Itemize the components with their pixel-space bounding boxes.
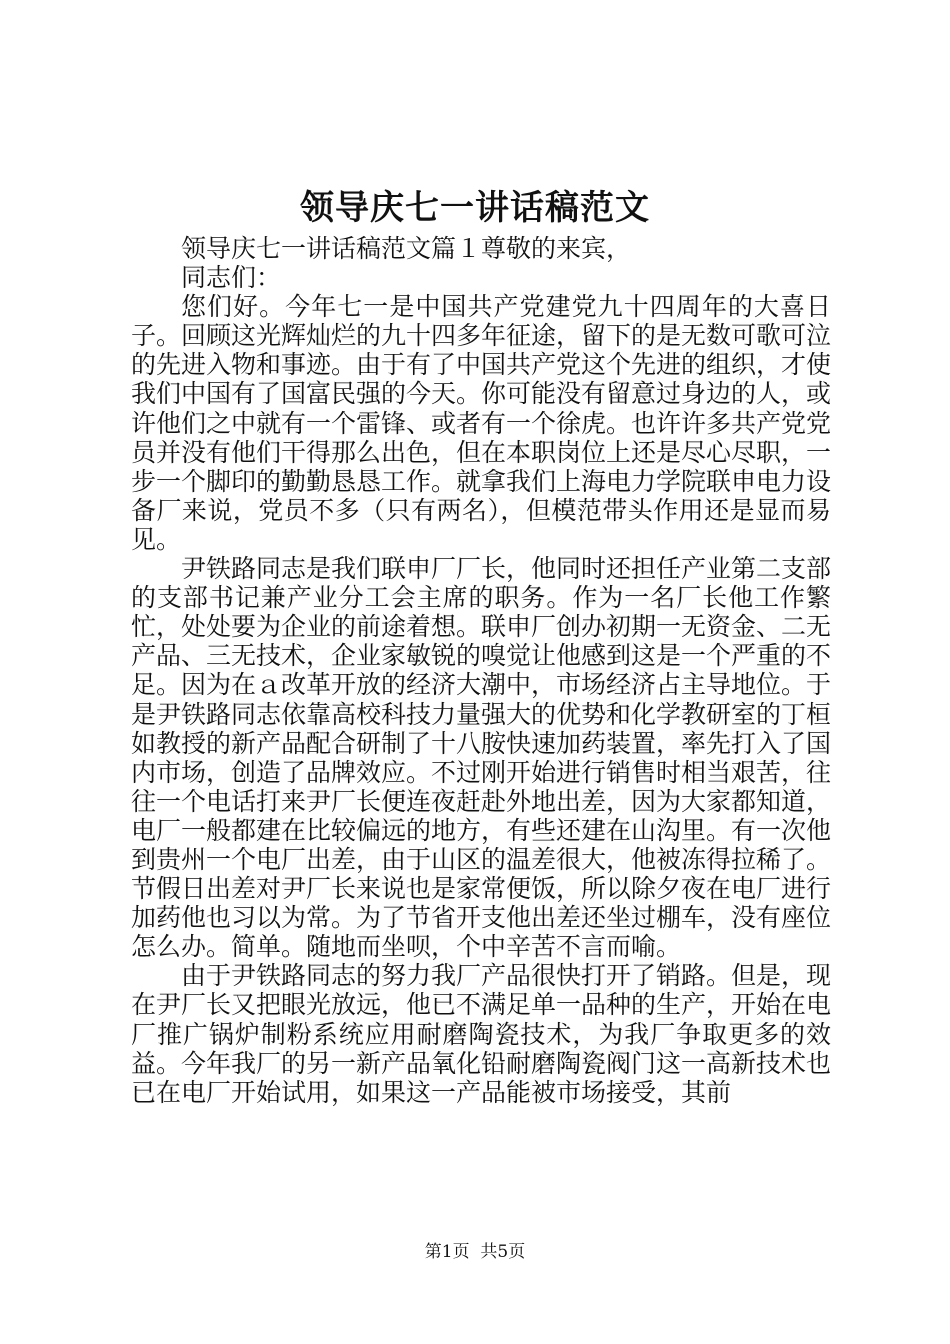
paragraph-products: 由于尹铁路同志的努力我厂产品很快打开了销路。但是，现在尹厂长又把眼光放远，他已不满足单一品种的生产，开始在电厂推广锅炉制粉系统应用耐磨陶瓷技术，为我厂争取更多的效益。今年我厂的另一新产品氧化铅耐磨陶瓷阀门这一高新技术也已在电厂开始试用，如果这一产品能被市场接受，其前 [131, 961, 832, 1107]
paragraph-intro: 您们好。今年七一是中国共产党建党九十四周年的大喜日子。回顾这光辉灿烂的九十四多年征途，留下的是无数可歌可泣的先进入物和事迹。由于有了中国共产党这个先进的组织，才使我们中国有了国富民强的今天。你可能没有留意过身边的人，或许他们之中就有一个雷锋、或者有一个徐虎。也许许多共产党党员并没有他们干得那么出色，但在本职岗位上还是尽心尽职，一步一个脚印的勤勤恳恳工作。就拿我们上海电力学院联申电力设备厂来说，党员不多（只有两名），但模范带头作用还是显而易见。 [131, 292, 832, 554]
paragraph-salutation: 同志们： [181, 263, 282, 293]
document-title: 领导庆七一讲话稿范文 [300, 188, 650, 228]
page-total: 共5页 [480, 1242, 526, 1262]
page-footer [0, 1240, 950, 1264]
page-number: 第1页 [424, 1242, 470, 1262]
paragraph-director: 尹铁路同志是我们联申厂厂长，他同时还担任产业第二支部的支部书记兼产业分工会主席的职务。作为一名厂长他工作繁忙，处处要为企业的前途着想。联申厂创办初期一无资金、二无产品、三无技术，企业家敏锐的嗅觉让他感到这是一个严重的不足。因为在ａ改革开放的经济大潮中，市场经济占主导地位。于是尹铁路同志依靠高校科技力量强大的优势和化学教研室的丁桓如教授的新产品配合研制了十八胺快速加药装置，率先打入了国内市场，创造了品牌效应。不过刚开始进行销售时相当艰苦，往往一个电话打来尹厂长便连夜赶赴外地出差，因为大家都知道，电厂一般都建在比较偏远的地方，有些还建在山沟里。有一次他到贵州一个电厂出差，由于山区的温差很大，他被冻得拉稀了。节假日出差对尹厂长来说也是家常便饭，所以除夕夜在电厂进行加药他也习以为常。为了节省开支他出差还坐过棚车，没有座位怎么办。简单。随地而坐呗，个中辛苦不言而喻。 [131, 554, 832, 962]
paragraph-greeting: 领导庆七一讲话稿范文篇１尊敬的来宾， [181, 234, 632, 263]
footer-spacer [470, 1242, 481, 1262]
document-body [131, 234, 831, 1107]
